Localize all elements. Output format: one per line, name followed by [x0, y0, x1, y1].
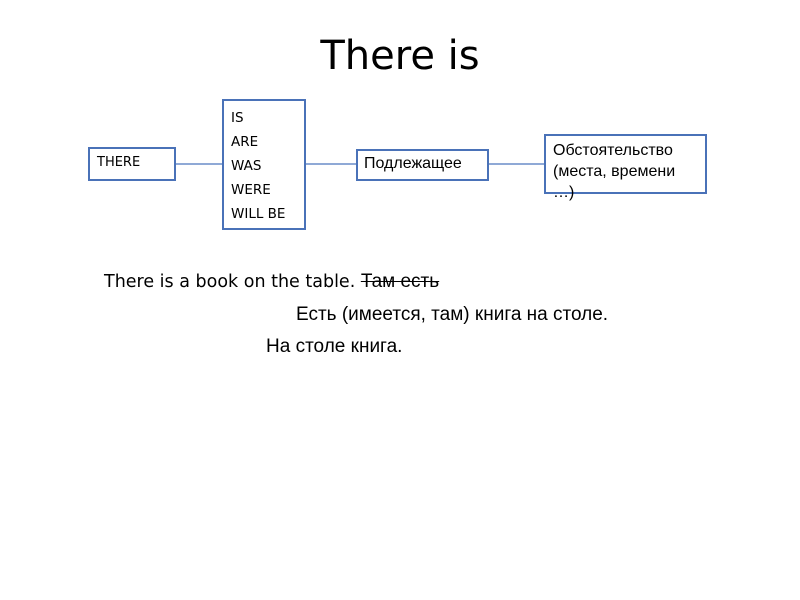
example-sentence [104, 270, 439, 294]
verb-will-be: WILL BE [231, 206, 286, 222]
slide-title: There is [320, 33, 480, 79]
there-box: THERE [88, 147, 176, 181]
verb-were: WERE [231, 182, 271, 198]
translation-line-1: Есть (имеется, там) книга на столе. [296, 304, 609, 325]
verb-was: WAS [231, 158, 262, 174]
example-english: There is a book on the table. [104, 272, 361, 292]
struck-translation: Там есть [360, 271, 440, 292]
subject-box: Подлежащее [356, 149, 489, 181]
circumstance-box: Обстоятельство (места, времени …) [544, 134, 707, 194]
verb-is: IS [231, 110, 244, 126]
translation-line-2: На столе книга. [266, 336, 403, 357]
verb-are: ARE [231, 134, 259, 150]
verb-forms-box [222, 99, 306, 230]
